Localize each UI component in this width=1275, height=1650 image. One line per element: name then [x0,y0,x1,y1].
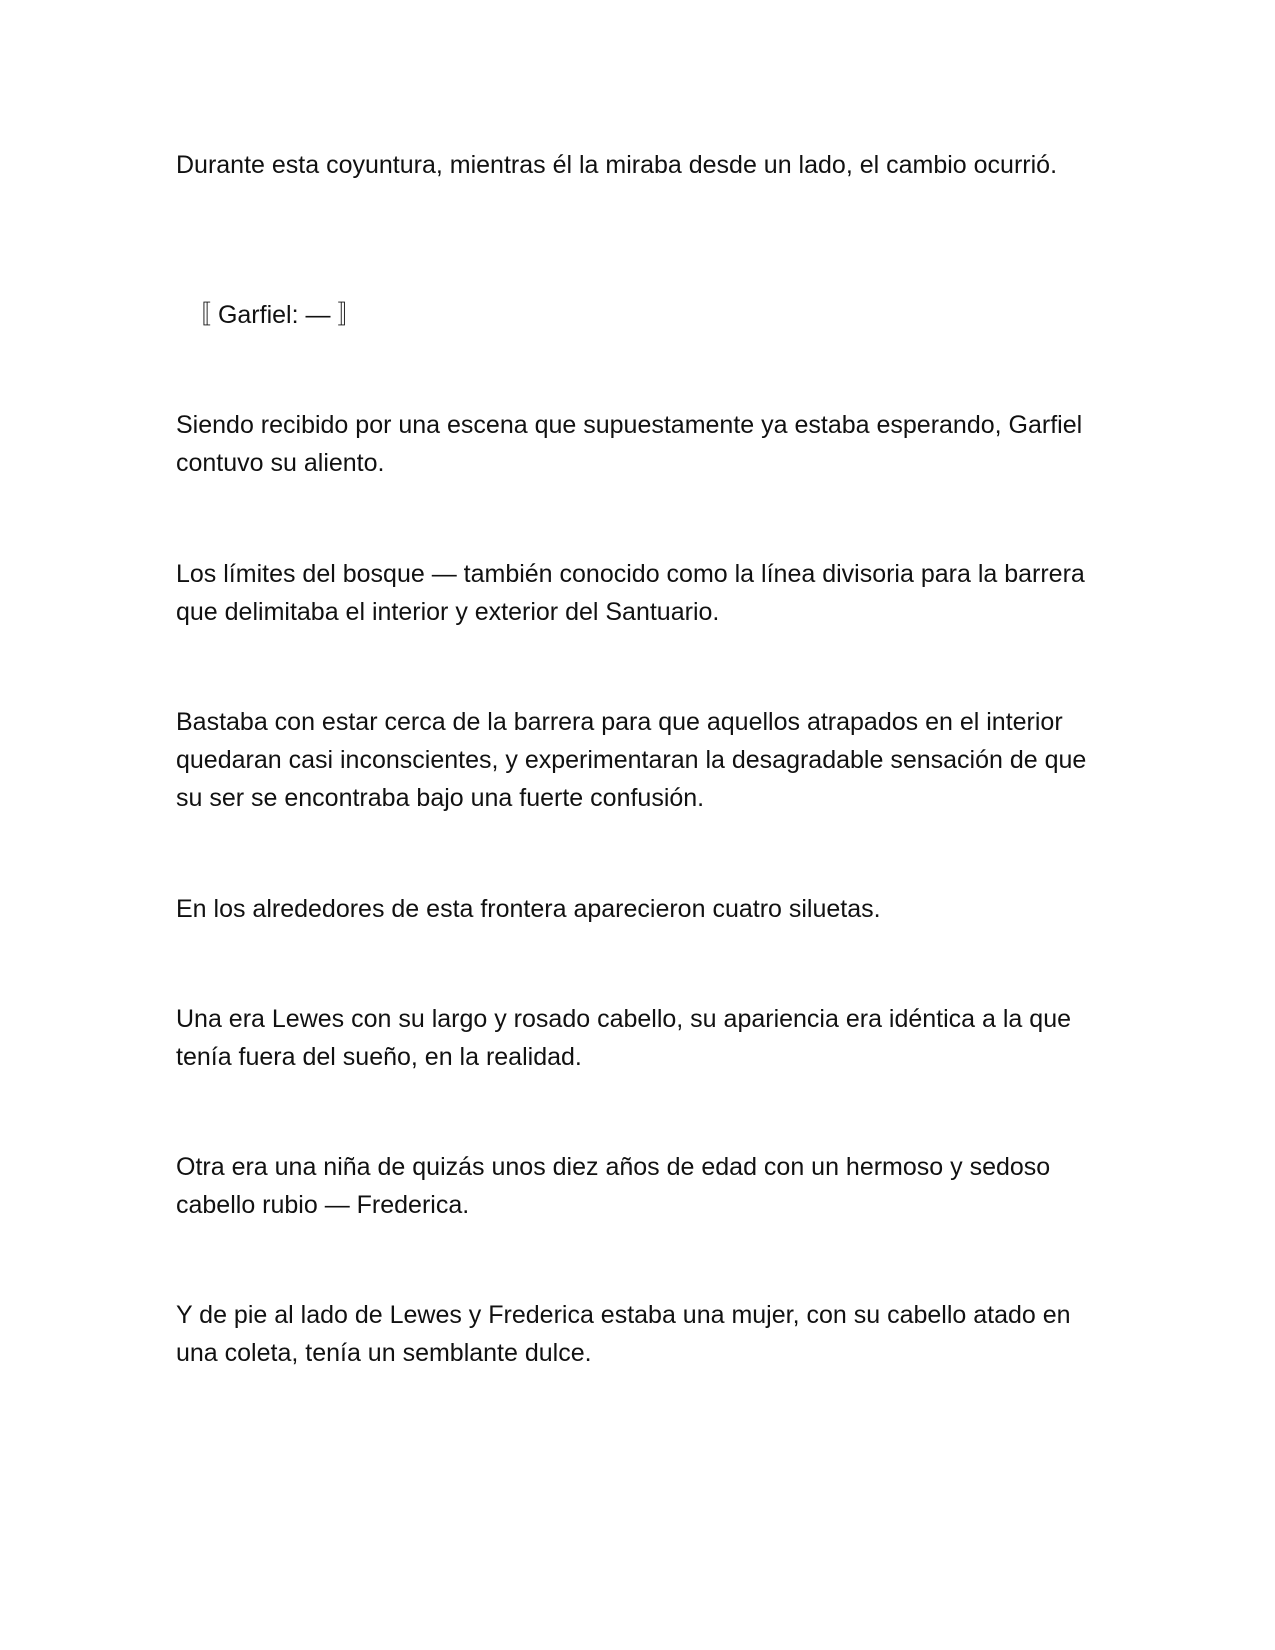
paragraph: En los alrededores de esta frontera aparecieron cuatro siluetas. [176,895,881,923]
paragraph: Y de pie al lado de Lewes y Frederica estaba una mujer, con su cabello atado en una coleta, tenía un semblante dulce. [176,1301,1071,1367]
paragraph: Siendo recibido por una escena que supuestamente ya estaba esperando, Garfiel contuvo su aliento. [176,411,1083,477]
dialogue-line: 〚 Garfiel: — 〛 [186,301,363,329]
paragraph: Durante esta coyuntura, mientras él la miraba desde un lado, el cambio ocurrió. [176,151,1058,179]
paragraph: Bastaba con estar cerca de la barrera para que aquellos atrapados en el interior quedaran casi inconscientes, y experimentaran la desagradable sensación de que su ser se encontraba bajo una fuerte confusión. [176,708,1087,812]
paragraph: Los límites del bosque — también conocido como la línea divisoria para la barrera que delimitaba el interior y exterior del Santuario. [176,560,1085,626]
paragraph: Una era Lewes con su largo y rosado cabello, su apariencia era idéntica a la que tenía fuera del sueño, en la realidad. [176,1005,1071,1071]
paragraph: Otra era una niña de quizás unos diez años de edad con un hermoso y sedoso cabello rubio — Frederica. [176,1153,1051,1219]
